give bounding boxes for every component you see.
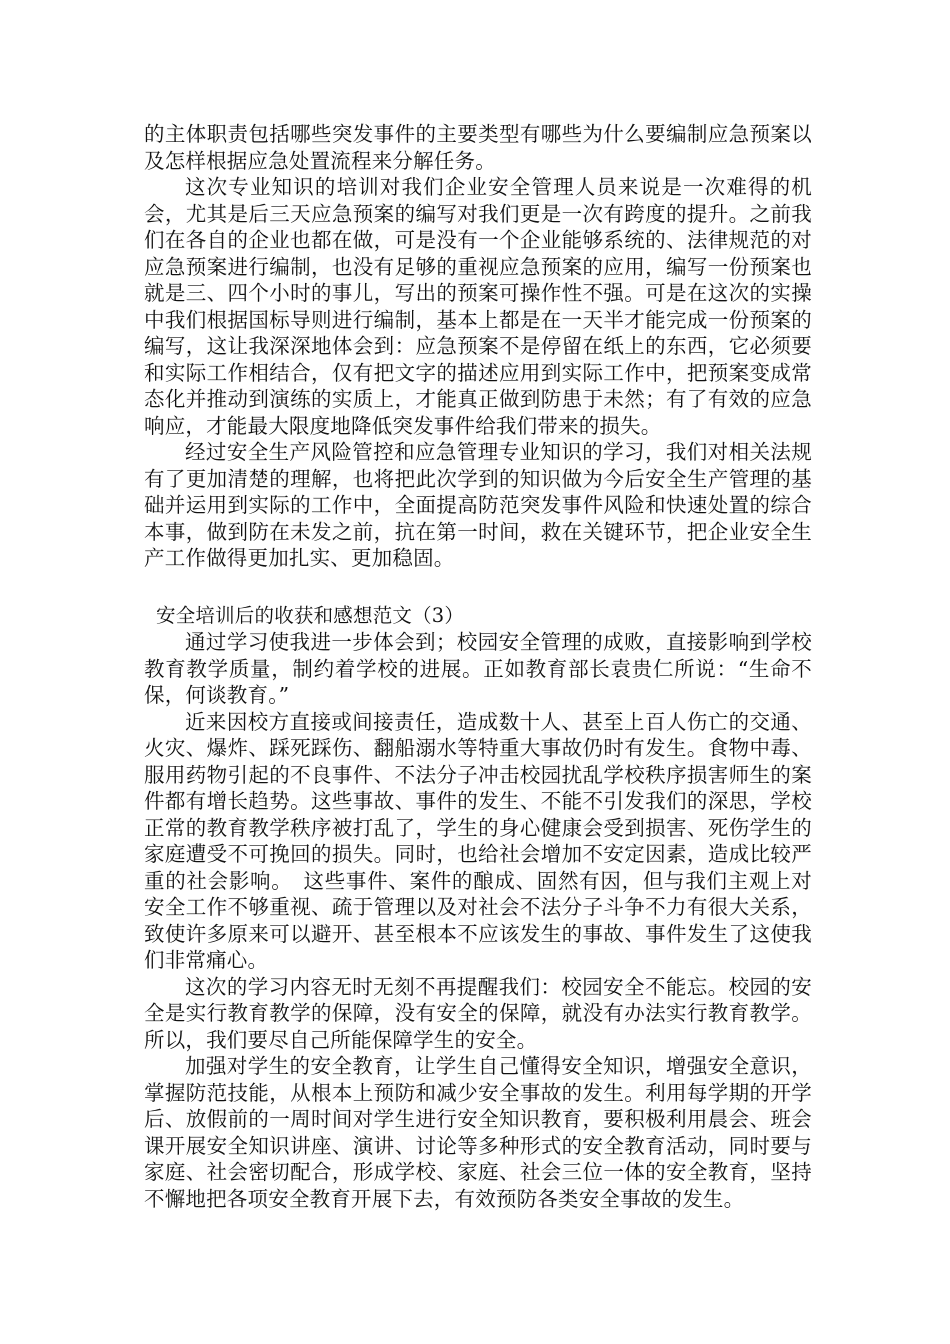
paragraph-accidents: 近来因校方直接或间接责任，造成数十人、甚至上百人伤亡的交通、火灾、爆炸、踩死踩伤、翻船溺水等特重大事故仍时有发生。食物中毒、服用药物引起的不良事件、不法分子冲击校园扰乱学校秩序损害师生的案件都有增长趋势。这些事故、事件的发生、不能不引发我们的深思，学校正常的教育教学秩序被打乱了，学生的身心健康会受到损害、死伤学生的家庭遭受不可挽回的损失。同时，也给社会增加不安定因素，造成比较严重的社会影响。 这些事件、案件的酿成、固然有因，但与我们主观上对安全工作不够重视、疏于管理以及对社会不法分子斗争不力有很大关系，致使许多原来可以避开、甚至根本不应该发生的事故、事件发生了这使我们非常痛心。: [144, 709, 812, 972]
paragraph-training-reflection: 这次专业知识的培训对我们企业安全管理人员来说是一次难得的机会，尤其是后三天应急预案的编写对我们更是一次有跨度的提升。之前我们在各自的企业也都在做，可是没有一个企业能够系统的、法律规范的对应急预案进行编制，也没有足够的重视应急预案的应用，编写一份预案也就是三、四个小时的事儿，写出的预案可操作性不强。可是在这次的实操中我们根据国标导则进行编制，基本上都是在一天半才能完成一份预案的编写，这让我深深地体会到：应急预案不是停留在纸上的东西，它必须要和实际工作相结合，仅有把文字的描述应用到实际工作中，把预案变成常态化并推动到演练的实质上，才能真正做到防患于未然；有了有效的应急响应，才能最大限度地降低突发事件给我们带来的损失。: [144, 175, 812, 438]
paragraph-conclusion: 经过安全生产风险管控和应急管理专业知识的学习，我们对相关法规有了更加清楚的理解，也将把此次学到的知识做为今后安全生产管理的基础并运用到实际的工作中，全面提高防范突发事件风险和快速处置的综合本事，做到防在未发之前，抗在第一时间，救在关键环节，把企业安全生产工作做得更加扎实、更加稳固。: [144, 440, 812, 570]
paragraph-continuation: 的主体职责包括哪些突发事件的主要类型有哪些为什么要编制应急预案以及怎样根据应急处置流程来分解任务。: [144, 122, 812, 173]
section-heading: 安全培训后的收获和感想范文（3）: [156, 603, 465, 627]
paragraph-reminder: 这次的学习内容无时无刻不再提醒我们：校园安全不能忘。校园的安全是实行教育教学的保障，没有安全的保障，就没有办法实行教育教学。所以，我们要尽自己所能保障学生的安全。: [144, 974, 812, 1052]
paragraph-campus-safety-intro: 通过学习使我进一步体会到；校园安全管理的成败，直接影响到学校教育教学质量，制约着学校的进展。正如教育部长袁贵仁所说：“生命不保，何谈教育。”: [144, 630, 812, 707]
paragraph-safety-education: 加强对学生的安全教育，让学生自己懂得安全知识，增强安全意识，掌握防范技能，从根本上预防和减少安全事故的发生。利用每学期的开学后、放假前的一周时间对学生进行安全知识教育，要积极利用晨会、班会课开展安全知识讲座、演讲、讨论等多种形式的安全教育活动，同时要与家庭、社会密切配合，形成学校、家庭、社会三位一体的安全教育，坚持不懈地把各项安全教育开展下去，有效预防各类安全事故的发生。: [144, 1054, 812, 1211]
